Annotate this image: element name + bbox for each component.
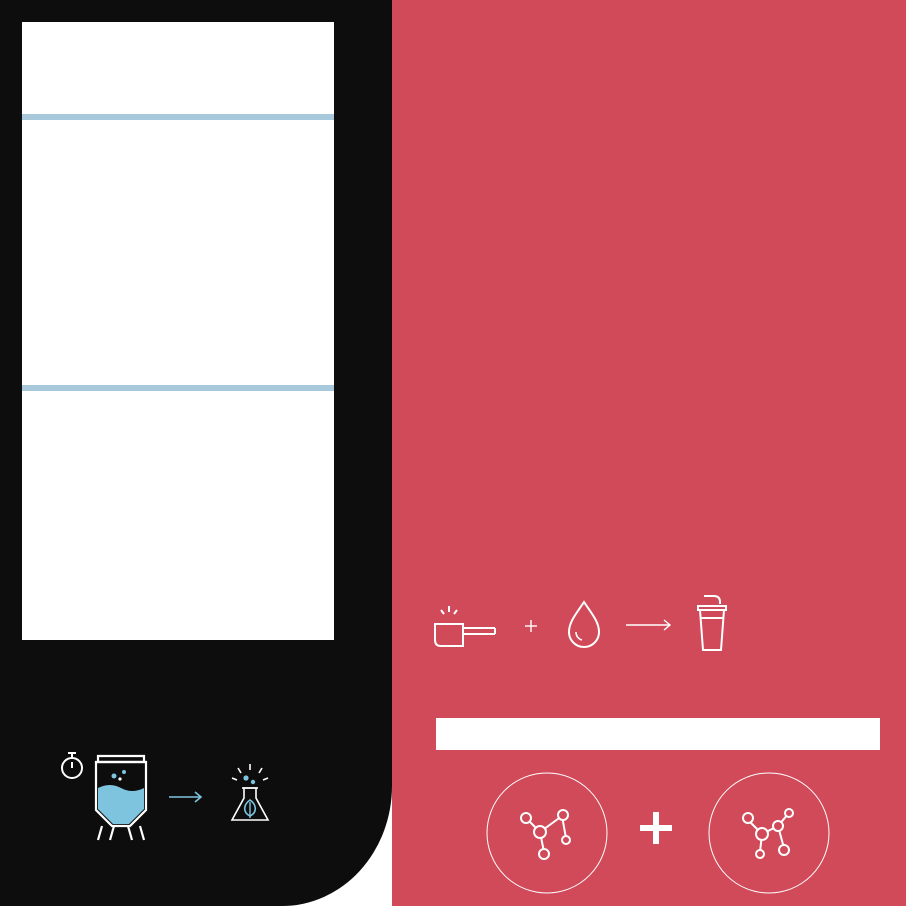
molecule-icon: [743, 809, 793, 858]
divider-rule: [22, 385, 334, 391]
divider-rule: [22, 114, 334, 120]
plus-icon: [636, 808, 676, 848]
nutrition-panel: [0, 0, 392, 906]
formula-banner: [436, 718, 880, 750]
water-drop-icon: [566, 600, 602, 648]
plus-icon: [523, 618, 539, 634]
non-essential-amino-acids-badge: [704, 768, 834, 898]
fermenter-tank-icon: [58, 748, 158, 844]
essential-amino-acids-badge: [482, 768, 612, 898]
stopwatch-icon: [62, 753, 82, 778]
nutrition-facts-table: [22, 22, 334, 640]
shaker-bottle-icon: [694, 594, 730, 652]
plant-flask-icon: [222, 762, 278, 828]
arrow-right-icon: [625, 618, 673, 632]
origin-note: [22, 683, 352, 719]
molecule-icon: [521, 810, 570, 859]
scoop-icon: [433, 604, 497, 650]
arrow-right-icon: [168, 790, 204, 804]
